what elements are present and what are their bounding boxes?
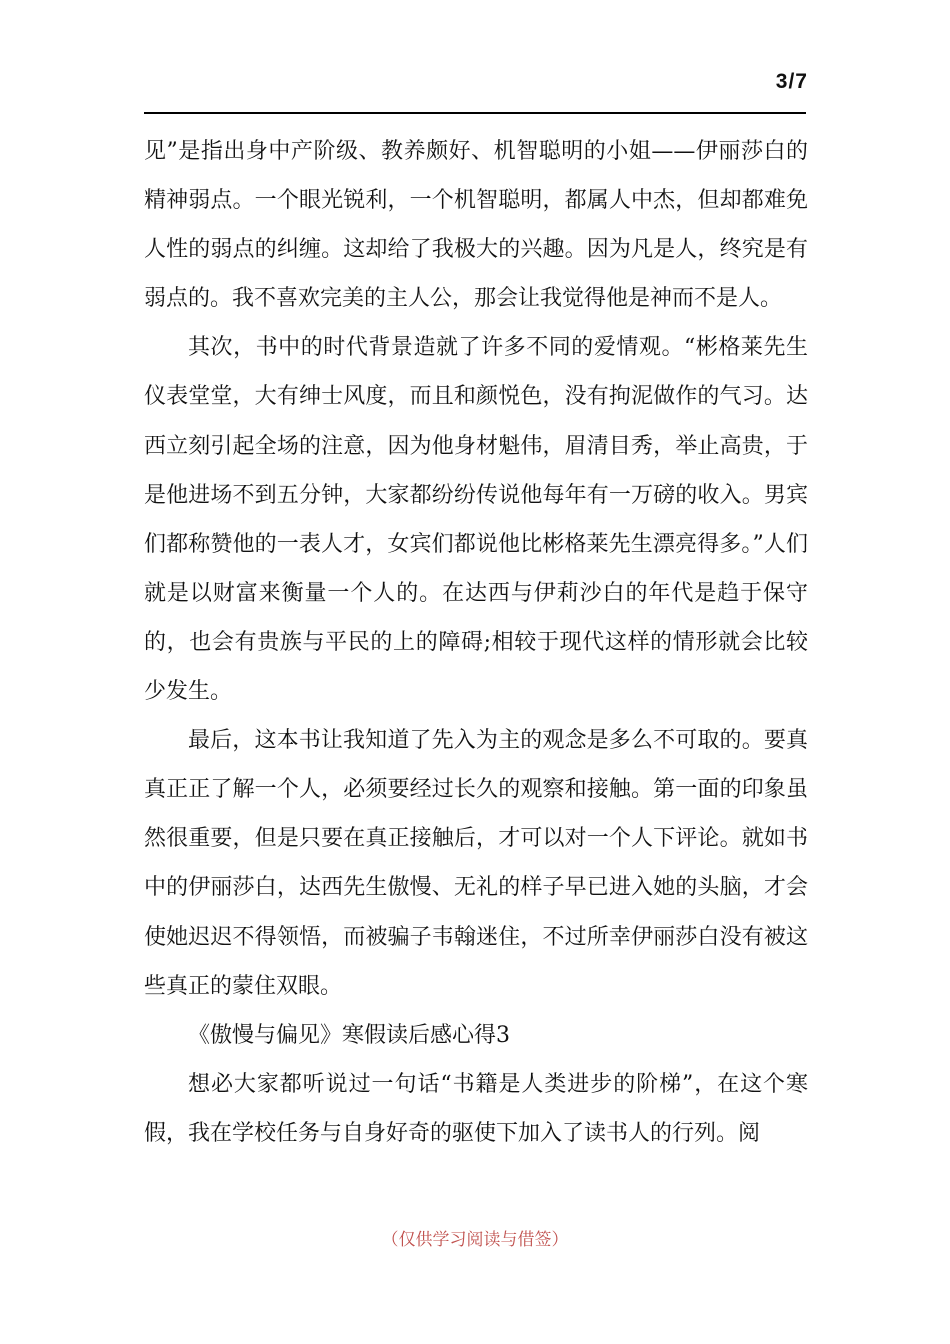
paragraph-continued: 见”是指出身中产阶级、教养颇好、机智聪明的小姐——伊丽莎白的精神弱点。一个眼光锐利，一个机智聪明，都属人中杰，但却都难免人性的弱点的纠缠。这却给了我极大的兴趣。因为凡是人，终究是有弱点的。我不喜欢完美的主人公，那会让我觉得他是神而不是人。 — [144, 139, 808, 312]
footer-note: （仅供学习阅读与借签） — [381, 1230, 569, 1250]
paragraph-intro: 想必大家都听说过一句话“书籍是人类进步的阶梯”，在这个寒假，我在学校任务与自身好奇的驱使下加入了读书人的行列。阅 — [144, 1071, 808, 1146]
section-heading: 《傲慢与偏见》寒假读后感心得3 — [188, 1022, 510, 1048]
document-body — [144, 127, 808, 1158]
header-divider — [144, 112, 806, 114]
paragraph-secondly: 其次，书中的时代背景造就了许多不同的爱情观。“彬格莱先生仪表堂堂，大有绅士风度，而且和颜悦色，没有拘泥做作的气习。达西立刻引起全场的注意，因为他身材魁伟，眉清目秀，举止高贵，于是他进场不到五分钟，大家都纷纷传说他每年有一万磅的收入。男宾们都称赞他的一表人才，女宾们都说他比彬格莱先生漂亮得多。”人们就是以财富来衡量一个人的。在达西与伊莉沙白的年代是趋于保守的，也会有贵族与平民的上的障碍;相较于现代这样的情形就会比较少发生。 — [144, 335, 808, 705]
paragraph-finally: 最后，这本书让我知道了先入为主的观念是多么不可取的。要真真正正了解一个人，必须要经过长久的观察和接触。第一面的印象虽然很重要，但是只要在真正接触后，才可以对一个人下评论。就如书中的伊丽莎白，达西先生傲慢、无礼的样子早已进入她的头脑，才会使她迟迟不得领悟，而被骗子韦翰迷住，不过所幸伊丽莎白没有被这些真正的蒙住双眼。 — [144, 728, 808, 999]
page-number: 3/7 — [775, 70, 808, 93]
